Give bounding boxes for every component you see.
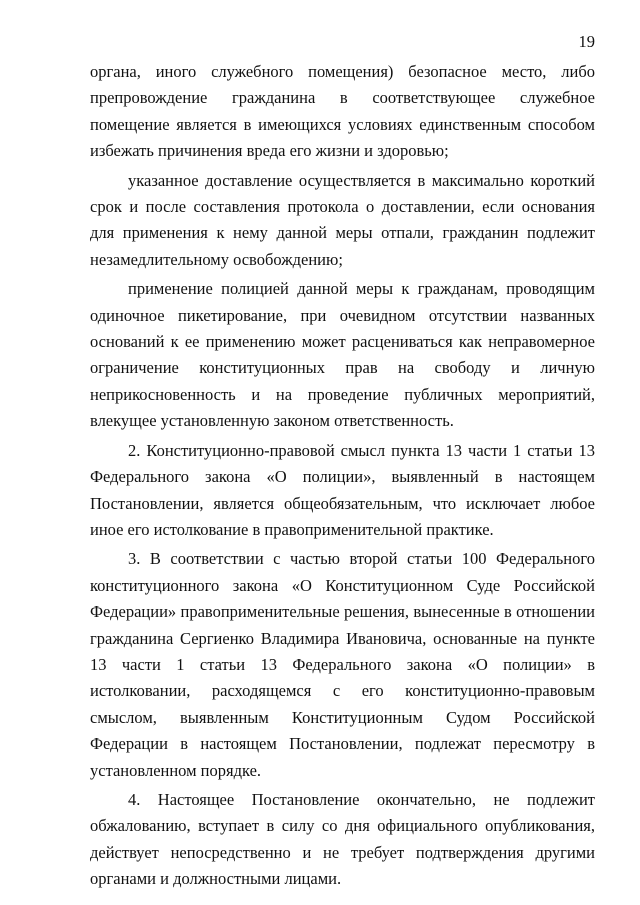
paragraph-delivery-duration: указанное доставление осуществляется в максимально короткий срок и после составления протокола о доставлении, если основания для применения к нему данной меры отпали, гражданин подлежит незамедлительному освобождению;	[90, 170, 595, 269]
document-body	[90, 59, 595, 893]
paragraph-point-2: 2. Конституционно-правовой смысл пункта 13 части 1 статьи 13 Федерального закона «О полиции», выявленный в настоящем Постановлении, является общеобязательным, что исключает любое иное его истолкование в правоприменительной практике.	[90, 440, 595, 539]
paragraph-continuation: органа, иного служебного помещения) безопасное место, либо препровождение гражданина в соответствующее служебное помещение является в имеющихся условиях единственным способом избежать причинения вреда его жизни и здоровью;	[90, 62, 595, 161]
paragraph-picketing: применение полицией данной меры к гражданам, проводящим одиночное пикетирование, при очевидном отсутствии названных оснований к ее применению может расцениваться как неправомерное ограничение конституционных прав на свободу и личную неприкосновенность и на проведение публичных мероприятий, влекущее установленную законом ответственность.	[90, 279, 595, 431]
page-number: 19	[578, 32, 595, 51]
paragraph-point-3: 3. В соответствии с частью второй статьи 100 Федерального конституционного закона «О Конституционном Суде Российской Федерации» правоприменительные решения, вынесенные в отношении гражданина Сергиенко Владимира Ивановича, основанные на пункте 13 части 1 статьи 13 Федерального закона «О полиции» в истолковании, расходящемся с его конституционно-правовым смыслом, выявленным Конституционным Судом Российской Федерации в настоящем Постановлении, подлежат пересмотру в установленном порядке.	[90, 549, 595, 780]
paragraph-point-4: 4. Настоящее Постановление окончательно, не подлежит обжалованию, вступает в силу со дня официального опубликования, действует непосредственно и не требует подтверждения другими органами и должностными лицами.	[90, 789, 595, 889]
